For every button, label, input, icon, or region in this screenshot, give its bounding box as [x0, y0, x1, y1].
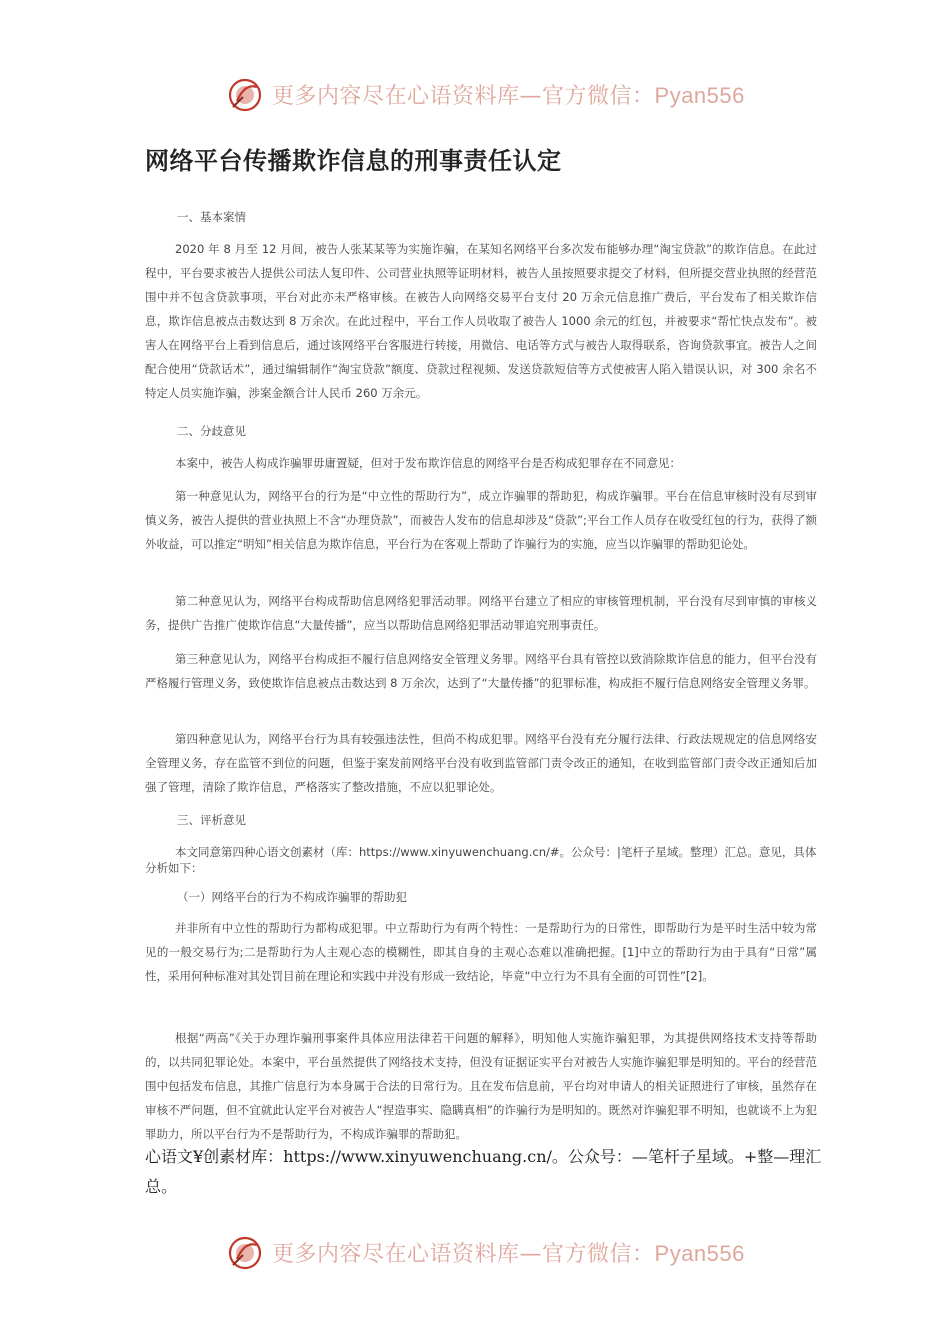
paragraph-opinion-2: 第二种意见认为，网络平台构成帮助信息网络犯罪活动罪。网络平台建立了相应的审核管理机制，平台没有尽到审慎的审核义务，提供广告推广使欺诈信息“大量传播”，应当以帮助信息网络犯罪活动罪追究刑事责任。: [145, 594, 817, 632]
paragraph-opinion-1: 第一种意见认为，网络平台的行为是“中立性的帮助行为”，成立诈骗罪的帮助犯，构成诈骗罪。平台在信息审核时没有尽到审慎义务，被告人提供的营业执照上不含“办理贷款”，而被告人发布的信息却涉及“贷款”;平台工作人员存在收受红包的行为，获得了额外收益，可以推定“明知”相关信息为欺诈信息，平台行为在客观上帮助了诈骗行为的实施，应当以诈骗罪的帮助犯论处。: [145, 489, 817, 551]
section-heading-disagreement: 二、分歧意见: [177, 424, 246, 438]
paragraph-analysis-intro: 本文同意第四种心语文创素材（库：https://www.xinyuwenchuang.cn/#。公众号：|笔杆子星域。整理）汇总。意见，具体分析如下：: [145, 845, 817, 875]
header-banner: [0, 75, 950, 115]
footer-banner: [0, 1233, 950, 1273]
banner-text: 更多内容尽在心语资料库—官方微信：Pyan556: [272, 1241, 745, 1267]
section-heading-basic-facts: 一、基本案情: [177, 210, 246, 224]
paragraph-analysis-1: 并非所有中立性的帮助行为都构成犯罪。中立帮助行为有两个特性：一是帮助行为的日常性，即帮助行为是平时生活中较为常见的一般交易行为;二是帮助行为人主观心态的模糊性，即其自身的主观心态难以准确把握。[1]中立的帮助行为由于具有“日常”属性，采用何种标准对其处罚目前在理论和实践中并没有形成一致结论，毕竟“中立行为不具有全面的可罚性”[2]。: [145, 921, 817, 983]
brand-logo-icon: [227, 77, 267, 113]
wechat-id: Pyan556: [654, 83, 745, 108]
wechat-id: Pyan556: [654, 1241, 745, 1266]
section-heading-analysis: 三、评析意见: [177, 813, 246, 827]
paragraph-disagreement-intro: 本案中，被告人构成诈骗罪毋庸置疑，但对于发布欺诈信息的网络平台是否构成犯罪存在不同意见：: [175, 456, 681, 470]
banner-text: 更多内容尽在心语资料库—官方微信：Pyan556: [272, 83, 745, 109]
paragraph-opinion-4: 第四种意见认为，网络平台行为具有较强违法性，但尚不构成犯罪。网络平台没有充分履行法律、行政法规规定的信息网络安全管理义务，存在监管不到位的问题，但鉴于案发前网络平台没有收到监管部门责令改正的通知，在收到监管部门责令改正通知后加强了管理，清除了欺诈信息，严格落实了整改措施，不应以犯罪论处。: [145, 732, 817, 794]
brand-logo-icon: [227, 1235, 267, 1271]
paragraph-analysis-2: 根据“两高”《关于办理诈骗刑事案件具体应用法律若干问题的解释》，明知他人实施诈骗犯罪，为其提供网络技术支持等帮助的，以共同犯罪论处。本案中，平台虽然提供了网络技术支持，但没有证据证实平台对被告人实施诈骗犯罪是明知的。平台的经营范围中包括发布信息，其推广信息行为本身属于合法的日常行为。且在发布信息前，平台均对申请人的相关证照进行了审核，虽然存在审核不严问题，但不宜就此认定平台对被告人“捏造事实、隐瞒真相”的诈骗行为是明知的。既然对诈骗犯罪不明知，也就谈不上为犯罪助力，所以平台行为不是帮助行为，不构成诈骗罪的帮助犯。: [145, 1031, 817, 1141]
paragraph-basic-facts: 2020 年 8 月至 12 月间，被告人张某某等为实施诈骗，在某知名网络平台多次发布能够办理“淘宝贷款”的欺诈信息。在此过程中，平台要求被告人提供公司法人复印件、公司营业执照等证明材料，被告人虽按照要求提交了材料，但所提交营业执照的经营范围中并不包含贷款事项，平台对此亦未严格审核。在被告人向网络交易平台支付 20 万余元信息推广费后，平台发布了相关欺诈信息，欺诈信息被点击数达到 8 万余次。在此过程中，平台工作人员收取了被告人 1000 余元的红包，并被要求“帮忙快点发布”。被害人在网络平台上看到信息后，通过该网络平台客服进行转接，用微信、电话等方式与被告人取得联系，咨询贷款事宜。被告人之间配合使用“贷款话术”，通过编辑制作“淘宝贷款”额度、贷款过程视频、发送贷款短信等方式使被害人陷入错误认识，对 300 余名不特定人员实施诈骗，涉案金额合计人民币 260 万余元。: [145, 242, 817, 400]
paragraph-opinion-3: 第三种意见认为，网络平台构成拒不履行信息网络安全管理义务罪。网络平台具有管控以致消除欺诈信息的能力，但平台没有严格履行管理义务，致使欺诈信息被点击数达到 8 万余次，达到了“大量传播”的犯罪标准，构成拒不履行信息网络安全管理义务罪。: [145, 652, 817, 690]
sub-heading-1: （一）网络平台的行为不构成诈骗罪的帮助犯: [177, 890, 407, 904]
footer-note: 心语文¥创素材库：https://www.xinyuwenchuang.cn/。公众号：—笔杆子星域。+整—理汇总。: [145, 1147, 822, 1196]
page-title: 网络平台传播欺诈信息的刑事责任认定: [145, 147, 562, 175]
